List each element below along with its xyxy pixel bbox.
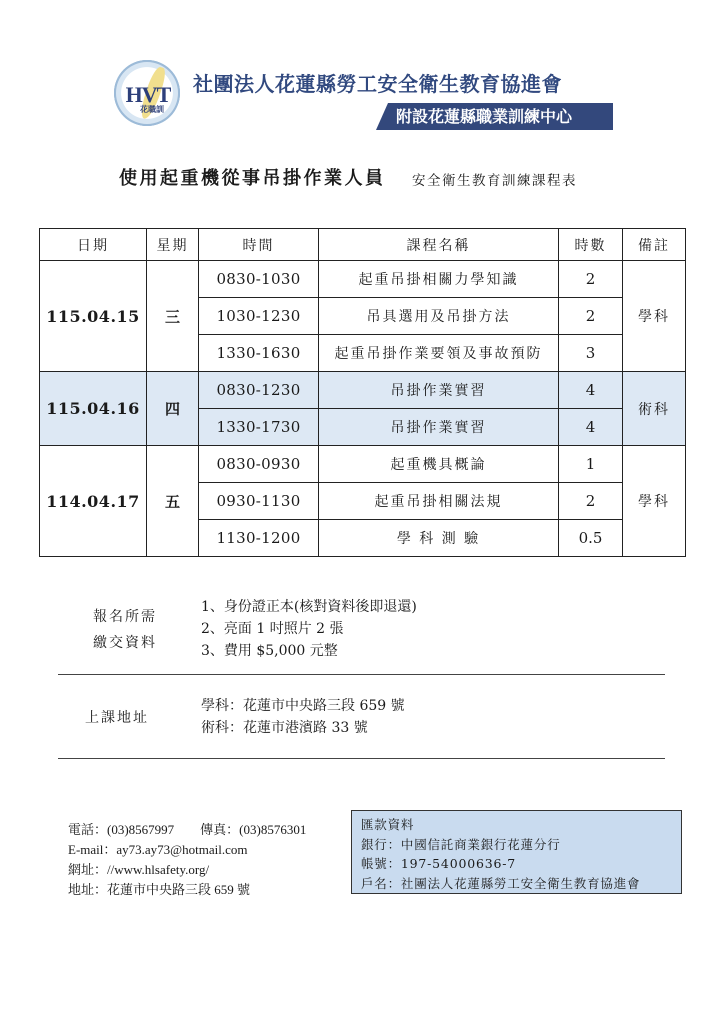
course-cell: 吊掛作業實習: [319, 409, 559, 446]
logo-subtext: 花職訓: [140, 105, 164, 114]
contact-email[interactable]: E-mail：ay73.ay73@hotmail.com: [68, 842, 248, 857]
bank-title: 匯款資料: [361, 817, 415, 832]
date-cell: 115.04.15: [40, 261, 147, 372]
time-cell: 1330-1730: [199, 409, 319, 446]
address-label: 上課地址: [85, 710, 149, 726]
hours-cell: 4: [559, 372, 623, 409]
time-cell: 0930-1130: [199, 483, 319, 520]
note-cell: 學科: [623, 446, 686, 557]
time-cell: 0830-1030: [199, 261, 319, 298]
header-date: 日期: [40, 229, 147, 261]
requirements-label: [85, 604, 165, 656]
table-header-row: [40, 229, 686, 261]
table-row: [40, 261, 686, 298]
weekday-cell: 五: [147, 446, 199, 557]
course-subtitle: 安全衛生教育訓練課程表: [412, 173, 577, 189]
table-row: [40, 446, 686, 483]
contact-website[interactable]: 網址：//www.hlsafety.org/: [68, 862, 210, 877]
divider: [58, 674, 665, 675]
hours-cell: 3: [559, 335, 623, 372]
divider: [58, 758, 665, 759]
date-cell: 114.04.17: [40, 446, 147, 557]
time-cell: 0830-0930: [199, 446, 319, 483]
time-cell: 1030-1230: [199, 298, 319, 335]
contact-address: 地址：花蓮市中央路三段 659 號: [68, 882, 251, 897]
weekday-cell: 四: [147, 372, 199, 446]
hours-cell: 2: [559, 261, 623, 298]
course-cell: 起重吊掛相關法規: [319, 483, 559, 520]
header-note: 備註: [623, 229, 686, 261]
requirements-label-line1: 報名所需: [93, 609, 157, 625]
bank-holder: 戶名：社團法人花蓮縣勞工安全衛生教育協進會: [361, 875, 641, 891]
hours-cell: 2: [559, 298, 623, 335]
header-time: 時間: [199, 229, 319, 261]
hours-cell: 0.5: [559, 520, 623, 557]
bank-name: 銀行：中國信託商業銀行花蓮分行: [361, 836, 561, 852]
course-cell: 吊掛作業實習: [319, 372, 559, 409]
address-item: 術科：花蓮市港濱路 33 號: [201, 720, 368, 736]
weekday-cell: 三: [147, 261, 199, 372]
bank-info: [361, 815, 640, 893]
date-cell: 115.04.16: [40, 372, 147, 446]
requirement-item: 2、亮面 1 吋照片 2 張: [201, 621, 344, 637]
header-course: 課程名稱: [319, 229, 559, 261]
schedule-table: [39, 228, 686, 557]
contact-phone: 電話：(03)8567997: [68, 822, 175, 837]
contact-fax: 傳真：(03)8576301: [200, 822, 307, 837]
requirement-item: 1、身份證正本(核對資料後即退還): [201, 599, 417, 615]
course-cell: 起重吊掛作業要領及事故預防: [319, 335, 559, 372]
logo-text: HVT: [125, 82, 171, 107]
hours-cell: 1: [559, 446, 623, 483]
header-hours: 時數: [559, 229, 623, 261]
course-cell: 起重機具概論: [319, 446, 559, 483]
course-cell: 學 科 測 驗: [319, 520, 559, 557]
hours-cell: 2: [559, 483, 623, 520]
course-cell: 吊具選用及吊掛方法: [319, 298, 559, 335]
requirements-label-line2: 繳交資料: [93, 635, 157, 651]
time-cell: 0830-1230: [199, 372, 319, 409]
header-weekday: 星期: [147, 229, 199, 261]
address-item: 學科：花蓮市中央路三段 659 號: [201, 698, 405, 714]
note-cell: 學科: [623, 261, 686, 372]
requirements-list: [201, 596, 417, 662]
address-list: [201, 695, 405, 739]
bank-account: 帳號：197-54000636-7: [361, 856, 516, 871]
course-cell: 起重吊掛相關力學知識: [319, 261, 559, 298]
organization-subunit: 附設花蓮縣職業訓練中心: [396, 107, 573, 126]
course-title: 使用起重機從事吊掛作業人員: [119, 168, 386, 189]
hours-cell: 4: [559, 409, 623, 446]
contact-info: [68, 820, 306, 900]
requirement-item: 3、費用 $5,000 元整: [201, 643, 338, 659]
note-cell: 術科: [623, 372, 686, 446]
table-row: [40, 372, 686, 409]
time-cell: 1130-1200: [199, 520, 319, 557]
organization-name: 社團法人花蓮縣勞工安全衛生教育協進會: [193, 72, 562, 96]
time-cell: 1330-1630: [199, 335, 319, 372]
